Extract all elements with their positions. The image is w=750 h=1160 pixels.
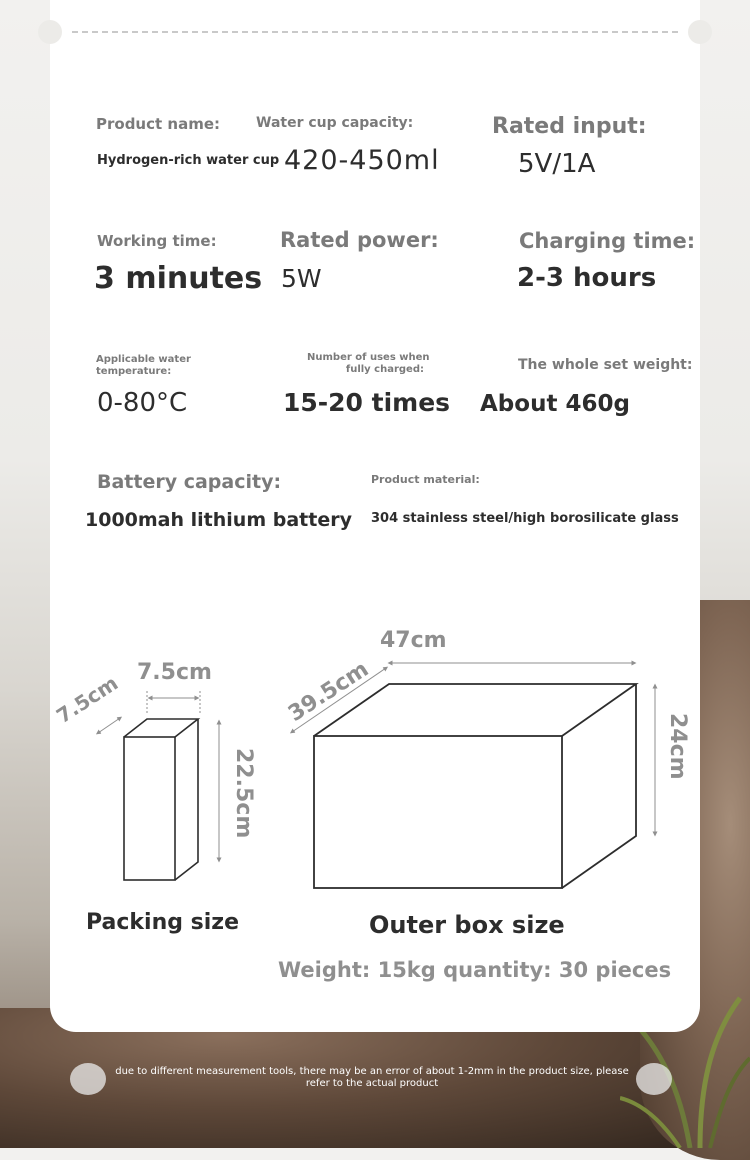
packing-depth-label: 7.5cm: [52, 670, 123, 729]
outer-height-label: 24cm: [665, 713, 690, 780]
capacity-value: 420-450ml: [284, 145, 440, 176]
packing-depth-arrow: [98, 718, 120, 733]
outer-box-summary: Weight: 15kg quantity: 30 pieces: [278, 958, 672, 982]
rated-power-value: 5W: [281, 264, 322, 293]
material-label: Product material:: [371, 473, 480, 486]
outer-box-size-title: Outer box size: [369, 911, 565, 939]
uses-label-line1: Number of uses when: [307, 352, 430, 363]
outer-width-label: 47cm: [380, 628, 447, 653]
water-temp-label-line1: Applicable water: [96, 354, 191, 365]
weight-value: About 460g: [480, 391, 630, 417]
measurement-disclaimer: [92, 1066, 652, 1090]
product-name-value: Hydrogen-rich water cup: [97, 153, 280, 168]
outer-depth-label: 39.5cm: [284, 656, 374, 727]
rated-power-label: Rated power:: [280, 228, 439, 252]
packing-size-title: Packing size: [86, 910, 240, 935]
packing-height-label: 22.5cm: [231, 748, 256, 839]
disclaimer-line2: refer to the actual product: [305, 1078, 439, 1089]
disclaimer-line1: due to different measurement tools, there may be an error of about 1-2mm in the product size, please: [115, 1066, 629, 1077]
packing-box-drawing: [124, 719, 198, 880]
battery-label: Battery capacity:: [97, 471, 282, 493]
battery-value: 1000mah lithium battery: [85, 509, 352, 531]
working-time-value: 3 minutes: [94, 261, 263, 296]
capacity-label: Water cup capacity:: [256, 115, 414, 131]
weight-label: The whole set weight:: [518, 357, 693, 373]
rated-input-value: 5V/1A: [518, 149, 596, 179]
material-value: 304 stainless steel/high borosilicate glass: [371, 511, 679, 526]
uses-label-line2: fully charged:: [345, 364, 424, 375]
charging-time-value: 2-3 hours: [517, 263, 657, 293]
rated-input-label: Rated input:: [492, 114, 647, 139]
water-temp-value: 0-80°C: [97, 388, 188, 418]
working-time-label: Working time:: [97, 232, 217, 250]
product-name-label: Product name:: [96, 115, 220, 133]
charging-time-label: Charging time:: [519, 229, 696, 253]
water-temp-label-line2: temperature:: [96, 366, 172, 377]
uses-value: 15-20 times: [283, 388, 451, 417]
packing-width-label: 7.5cm: [137, 660, 212, 685]
outer-box-drawing: [314, 684, 636, 888]
